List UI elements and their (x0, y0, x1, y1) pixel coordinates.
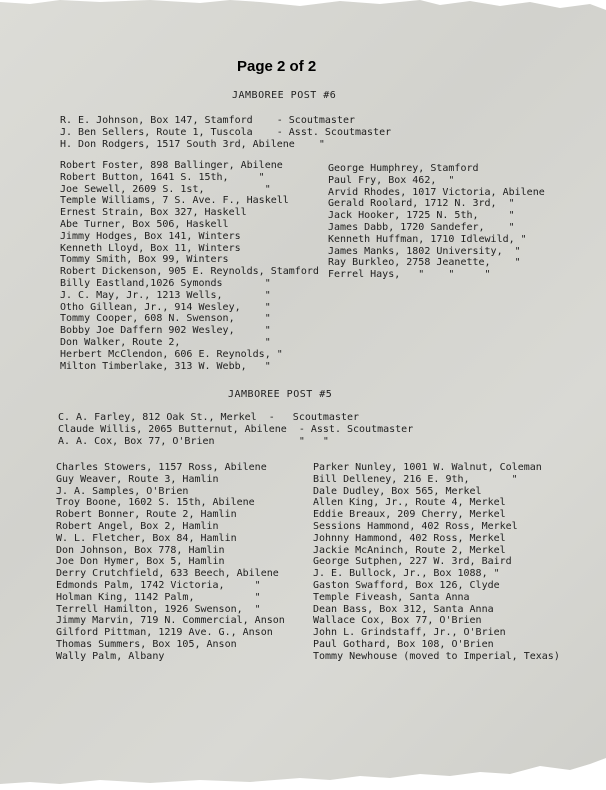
leader-entry: J. Ben Sellers, Route 1, Tuscola - Asst. Scoutmaster (60, 127, 392, 138)
scout-entry: Eddie Breaux, 209 Cherry, Merkel (313, 509, 506, 521)
scout-entry: Jimmy Marvin, 719 N. Commercial, Anson (56, 615, 285, 627)
scout-entry: Charles Stowers, 1157 Ross, Abilene (56, 462, 267, 473)
scout-entry: Tommy Cooper, 608 N. Swenson, " (60, 313, 271, 325)
page-label: Page 2 of 2 (237, 58, 317, 75)
scout-entry: Jack Hooker, 1725 N. 5th, " (328, 210, 515, 222)
scout-entry: Billy Eastland,1026 Symonds " (60, 278, 271, 289)
scout-entry: Don Walker, Route 2, " (60, 337, 271, 348)
scout-entry: Derry Crutchfield, 633 Beech, Abilene (56, 568, 279, 580)
torn-bottom-edge (0, 750, 606, 790)
scout-entry: Jimmy Hodges, Box 141, Winters (60, 230, 241, 242)
scout-entry: Jackie McAninch, Route 2, Merkel (313, 544, 506, 556)
scout-entry: Tommy Newhouse (moved to Imperial, Texas) (313, 650, 560, 662)
scout-entry: Paul Fry, Box 462, " (328, 174, 455, 186)
scout-entry: Bobby Joe Daffern 902 Wesley, " (60, 325, 271, 337)
leader-entry: A. A. Cox, Box 77, O'Brien " " (58, 436, 329, 447)
scout-entry: Paul Gothard, Box 108, O'Brien (313, 639, 494, 650)
scout-entry: Robert Angel, Box 2, Hamlin (56, 521, 219, 532)
scout-entry: Don Johnson, Box 778, Hamlin (56, 544, 225, 556)
scout-entry: Robert Dickenson, 905 E. Reynolds, Stamford (60, 266, 319, 278)
scout-entry: Dean Bass, Box 312, Santa Anna (313, 603, 494, 615)
scout-entry: Sessions Hammond, 402 Ross, Merkel (313, 521, 518, 532)
scout-entry: Wallace Cox, Box 77, O'Brien (313, 615, 482, 627)
scout-entry: Arvid Rhodes, 1017 Victoria, Abilene (328, 186, 545, 198)
scout-entry: Abe Turner, Box 506, Haskell (60, 219, 229, 230)
leader-entry: C. A. Farley, 812 Oak St., Merkel - Scoutmaster (58, 412, 360, 423)
scout-entry: Joe Don Hymer, Box 5, Hamlin (56, 556, 225, 568)
post5-heading: JAMBOREE POST #5 (228, 389, 333, 400)
scout-entry: Ernest Strain, Box 327, Haskell (60, 207, 247, 219)
torn-top-edge (0, 0, 606, 30)
scout-entry: Temple Williams, 7 S. Ave. F., Haskell (60, 195, 289, 207)
scout-entry: George Humphrey, Stamford (328, 163, 479, 174)
scout-entry: Johnny Hammond, 402 Ross, Merkel (313, 532, 506, 544)
scout-entry: Terrell Hamilton, 1926 Swenson, " (56, 603, 261, 615)
scout-entry: Robert Bonner, Route 2, Hamlin (56, 509, 237, 521)
scout-entry: Ray Burkleo, 2758 Jeanette, " (328, 257, 521, 269)
scout-entry: J. C. May, Jr., 1213 Wells, " (60, 289, 271, 301)
scout-entry: Thomas Summers, Box 105, Anson (56, 639, 237, 650)
scout-entry: Ferrel Hays, " " " (328, 269, 491, 281)
leader-entry: Claude Willis, 2065 Butternut, Abilene - Asst. Scoutmaster (58, 424, 414, 435)
scout-entry: Herbert McClendon, 606 E. Reynolds, " (60, 348, 283, 360)
leader-entry: R. E. Johnson, Box 147, Stamford - Scoutmaster (60, 115, 356, 126)
scout-entry: Guy Weaver, Route 3, Hamlin (56, 473, 219, 485)
scout-entry: Wally Palm, Albany (56, 650, 165, 662)
scout-entry: J. E. Bullock, Jr., Box 1088, " (313, 568, 500, 580)
scout-entry: Kenneth Huffman, 1710 Idlewild, " (328, 233, 527, 245)
scout-entry: Tommy Smith, Box 99, Winters (60, 254, 229, 266)
scout-entry: Troy Boone, 1602 S. 15th, Abilene (56, 497, 255, 509)
scout-entry: Edmonds Palm, 1742 Victoria, " (56, 580, 261, 591)
scout-entry: Robert Button, 1641 S. 15th, " (60, 171, 265, 183)
post6-heading: JAMBOREE POST #6 (232, 90, 337, 101)
scout-entry: James Dabb, 1720 Sandefer, " (328, 222, 515, 233)
scout-entry: Dale Dudley, Box 565, Merkel (313, 485, 482, 497)
scout-entry: Kenneth Lloyd, Box 11, Winters (60, 242, 241, 254)
scout-entry: Parker Nunley, 1001 W. Walnut, Coleman (313, 462, 542, 473)
scout-entry: Gilford Pittman, 1219 Ave. G., Anson (56, 627, 273, 639)
scout-entry: Allen King, Jr., Route 4, Merkel (313, 497, 506, 509)
scout-entry: Gerald Roolard, 1712 N. 3rd, " (328, 198, 515, 210)
scout-entry: Joe Sewell, 2609 S. 1st, " (60, 183, 271, 195)
scout-entry: J. A. Samples, O'Brien (56, 485, 189, 497)
scout-entry: W. L. Fletcher, Box 84, Hamlin (56, 532, 237, 544)
scout-entry: Gaston Swafford, Box 126, Clyde (313, 580, 500, 591)
scout-entry: John L. Grindstaff, Jr., O'Brien (313, 627, 506, 639)
scout-entry: Milton Timberlake, 313 W. Webb, " (60, 360, 271, 372)
scout-entry: Otho Gillean, Jr., 914 Wesley, " (60, 301, 271, 313)
scout-entry: George Sutphen, 227 W. 3rd, Baird (313, 556, 512, 568)
scout-entry: Temple Fiveash, Santa Anna (313, 591, 470, 603)
scout-entry: Bill Delleney, 216 E. 9th, " (313, 473, 518, 485)
scout-entry: Holman King, 1142 Palm, " (56, 591, 261, 603)
leader-entry: H. Don Rodgers, 1517 South 3rd, Abilene " (60, 139, 325, 150)
scout-entry: James Manks, 1802 University, " (328, 245, 521, 257)
scout-entry: Robert Foster, 898 Ballinger, Abilene (60, 160, 283, 171)
